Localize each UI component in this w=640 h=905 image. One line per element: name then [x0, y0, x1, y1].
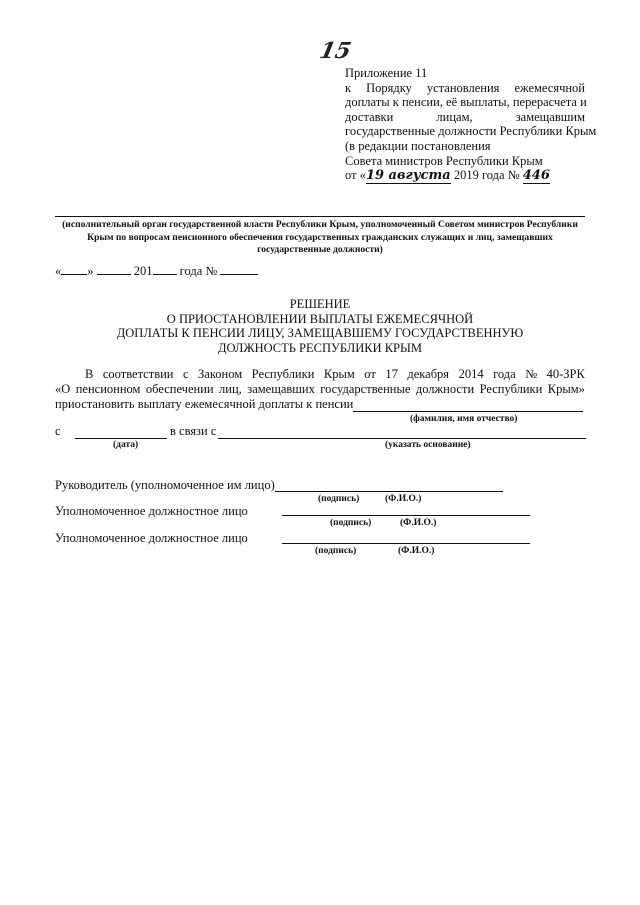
word: 40-ЗРК	[546, 367, 585, 381]
open-quote: «	[55, 264, 62, 278]
day-blank	[61, 274, 87, 275]
official2-fio-caption: (Ф.И.О.)	[398, 546, 435, 556]
appendix-line-6: (в редакции постановления	[345, 138, 491, 153]
reason-blank-line	[218, 438, 586, 439]
authority-line	[55, 216, 585, 217]
word: «О	[55, 382, 71, 396]
appendix-line-3: доплаты к пенсии, её выплаты, перерасчета и	[345, 95, 587, 110]
appendix-block	[345, 66, 597, 184]
word: лицам,	[436, 109, 473, 124]
word: Крым	[323, 367, 355, 381]
date-caption: (дата)	[113, 440, 139, 450]
fio-caption: (фамилия, имя отчество)	[410, 414, 518, 424]
word: от	[364, 367, 376, 381]
close-quote: »	[87, 264, 94, 278]
number-blank	[220, 274, 258, 275]
word: обеспечении	[145, 382, 214, 396]
word: Республики	[251, 367, 315, 381]
official1-sign-caption: (подпись)	[330, 518, 372, 528]
official2-signature-label: Уполномоченное должностное лицо	[55, 531, 248, 545]
official1-fio-caption: (Ф.И.О.)	[400, 518, 437, 528]
word: 2014	[458, 367, 484, 381]
body-line-3	[55, 397, 585, 412]
document-title	[60, 297, 580, 355]
head-fio-caption: (Ф.И.О.)	[385, 494, 422, 504]
title-line-1: РЕШЕНИЕ	[289, 297, 351, 311]
body-line-4-mid: в связи с	[170, 424, 217, 438]
word: лиц,	[219, 382, 242, 396]
official1-signature-line	[282, 515, 530, 516]
date-prefix: от «	[345, 168, 366, 183]
word: пенсионном	[75, 382, 141, 396]
handwritten-number: 446	[522, 168, 550, 184]
word: Крым»	[547, 382, 585, 396]
authority-caption: (исполнительный орган государственной власти Республики Крым, уполномоченный Советом министров Республики Крым по вопросам пенсионного обеспечения государственных гражданских служащих и лиц, замещавших государственные должности)	[62, 219, 578, 255]
title-line-4: ДОЛЖНОСТЬ РЕСПУБЛИКИ КРЫМ	[217, 340, 423, 355]
head-signature-label: Руководитель (уполномоченное им лицо)	[55, 478, 275, 492]
word: к	[345, 80, 352, 95]
head-sign-caption: (подпись)	[318, 494, 360, 504]
title-line-2: О ПРИОСТАНОВЛЕНИИ ВЫПЛАТЫ ЕЖЕМЕСЯЧНОЙ	[166, 311, 474, 326]
word: ежемесячной	[514, 80, 585, 95]
word: Законом	[198, 367, 243, 381]
year-prefix: 201	[133, 264, 153, 278]
word: года	[493, 367, 516, 381]
body-line-3-text: приостановить выплату ежемесячной доплаты к пенсии	[55, 397, 354, 411]
page-number-handwritten: 15	[317, 38, 354, 64]
date-mid: 2019 года №	[450, 168, 520, 183]
word: государственные	[320, 382, 411, 396]
official1-signature-label: Уполномоченное должностное лицо	[55, 504, 248, 518]
date-blank-line	[75, 438, 167, 439]
word: декабря	[407, 367, 450, 381]
word: №	[525, 367, 538, 381]
year-blank	[153, 274, 177, 275]
appendix-line-2	[345, 81, 585, 96]
word: доставки	[345, 109, 394, 124]
official2-sign-caption: (подпись)	[315, 546, 357, 556]
body-line-4-prefix: с	[55, 424, 61, 438]
appendix-line-7: Совета министров Республики Крым	[345, 153, 543, 168]
appendix-line-5: государственные должности Республики Крым	[345, 124, 597, 139]
decision-date-line	[55, 264, 355, 279]
word: В	[85, 367, 94, 381]
handwritten-date: 19 августа	[365, 168, 451, 184]
appendix-date-line	[345, 168, 585, 184]
word: замещавших	[247, 382, 315, 396]
reason-caption: (указать основание)	[385, 440, 471, 450]
word: установления	[426, 80, 500, 95]
title-line-3: ДОПЛАТЫ К ПЕНСИИ ЛИЦУ, ЗАМЕЩАВШЕМУ ГОСУДАРСТВЕННУЮ	[116, 326, 524, 341]
word: Республики	[479, 382, 543, 396]
appendix-line-4	[345, 110, 585, 125]
word: должности	[415, 382, 475, 396]
body-line-2	[55, 382, 585, 397]
body-line-1	[55, 367, 585, 382]
year-suffix: года №	[179, 264, 218, 278]
appendix-title: Приложение 11	[345, 66, 428, 80]
word: с	[182, 367, 189, 381]
word: замещавшим	[515, 109, 585, 124]
body-paragraph	[55, 367, 585, 412]
word: Порядку	[366, 80, 412, 95]
fio-blank-line	[353, 411, 583, 412]
official2-signature-line	[282, 543, 530, 544]
head-signature-line	[275, 491, 503, 492]
word: соответствии	[102, 367, 174, 381]
word: 17	[385, 367, 398, 381]
month-blank	[97, 274, 131, 275]
